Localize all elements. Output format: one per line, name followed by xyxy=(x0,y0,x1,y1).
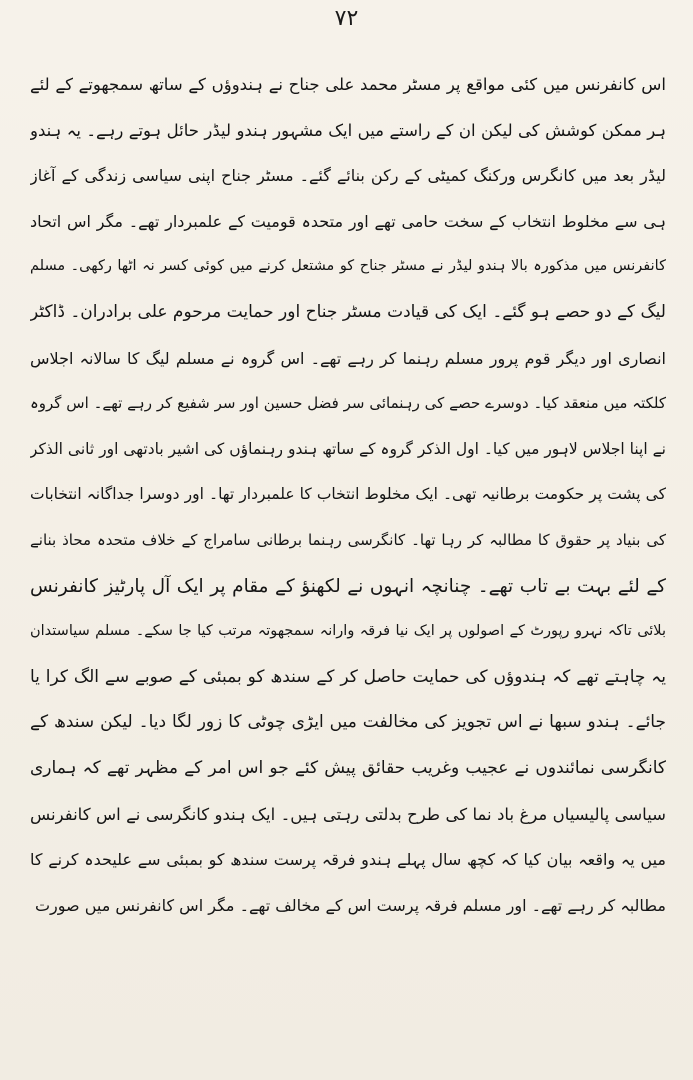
text-line: کانفرنس میں مذکورہ بالا ہندو لیڈر نے مسٹر جناح کو مشتعل کرنے میں کوئی کسر نہ اٹھا رکھی۔ مسلم xyxy=(30,258,666,275)
text-line: انصاری اور دیگر قوم پرور مسلم رہنما کر رہے تھے۔ اس گروہ نے مسلم لیگ کا سالانہ اجلاس xyxy=(30,348,666,368)
text-line: لیگ کے دو حصے ہو گئے۔ ایک کی قیادت مسٹر جناح اور حمایت مرحوم علی برادران۔ ڈاکٹر xyxy=(30,301,666,322)
text-line: بلائی تاکہ نہرو رپورٹ کے اصولوں پر ایک نیا فرقہ وارانہ سمجھوتہ مرتب کیا جا سکے۔ مسلم سیاستدان xyxy=(30,623,666,640)
text-line: میں یہ واقعہ بیان کیا کہ کچھ سال پہلے ہندو فرقہ پرست سندھ کو بمبئی سے علیحدہ کرنے کا xyxy=(30,850,666,870)
text-line: کانگرسی نمائندوں نے عجیب وغریب حقائق پیش کئے جو اس امر کے مظہر تھے کہ ہماری xyxy=(30,757,666,778)
text-line: کی بنیاد پر حقوق کا مطالبہ کر رہا تھا۔ کانگرسی رہنما برطانی سامراج کے خلاف متحدہ محاذ بنانے xyxy=(30,530,666,549)
text-line: کلکتہ میں منعقد کیا۔ دوسرے حصے کی رہنمائی سر فضل حسین اور سر شفیع کر رہے تھے۔ اس گروہ xyxy=(30,394,666,413)
text-line: ہر ممکن کوشش کی لیکن ان کے راستے میں ایک مشہور ہندو لیڈر حائل ہوتے رہے۔ یہ ہندو xyxy=(30,120,666,140)
text-line: یہ چاہتے تھے کہ ہندوؤں کی حمایت حاصل کر کے سندھ کو بمبئی کے صوبے سے الگ کرا یا xyxy=(30,666,666,687)
text-line: کے لئے بہت بے تاب تھے۔ چنانچہ انہوں نے لکھنؤ کے مقام پر ایک آل پارٹیز کانفرنس xyxy=(30,575,666,597)
text-line: نے اپنا اجلاس لاہور میں کیا۔ اول الذکر گروہ کے ساتھ ہندو رہنماؤں کی اشیر بادتھی اور ثانی الذکر xyxy=(30,439,666,458)
text-line: ہی سے مخلوط انتخاب کے سخت حامی تھے اور متحدہ قومیت کے علمبردار تھے۔ مگر اس اتحاد xyxy=(30,211,666,231)
page-number: ۷۲ xyxy=(334,6,359,31)
text-line: اس کانفرنس میں کئی مواقع پر مسٹر محمد علی جناح نے ہندوؤں کے ساتھ سمجھوتے کے لئے xyxy=(30,75,666,94)
text-line: لیڈر بعد میں کانگرس ورکنگ کمیٹی کے رکن بنائے گئے۔ مسٹر جناح اپنی سیاسی زندگی کے آغاز xyxy=(30,166,666,186)
text-line: سیاسی پالیسیاں مرغ باد نما کی طرح بدلتی رہتی ہیں۔ ایک ہندو کانگرسی نے اس کانفرنس xyxy=(30,804,666,824)
text-line: جائے۔ ہندو سبھا نے اس تجویز کی مخالفت میں ایڑی چوٹی کا زور لگا دیا۔ لیکن سندھ کے xyxy=(30,712,666,733)
text-line: مطالبہ کر رہے تھے۔ اور مسلم فرقہ پرست اس کے مخالف تھے۔ مگر اس کانفرنس میں صورت xyxy=(34,895,666,915)
text-line: کی پشت پر حکومت برطانیہ تھی۔ ایک مخلوط انتخاب کا علمبردار تھا۔ اور دوسرا جداگانہ انتخابات xyxy=(30,485,666,504)
body-text xyxy=(30,62,666,928)
